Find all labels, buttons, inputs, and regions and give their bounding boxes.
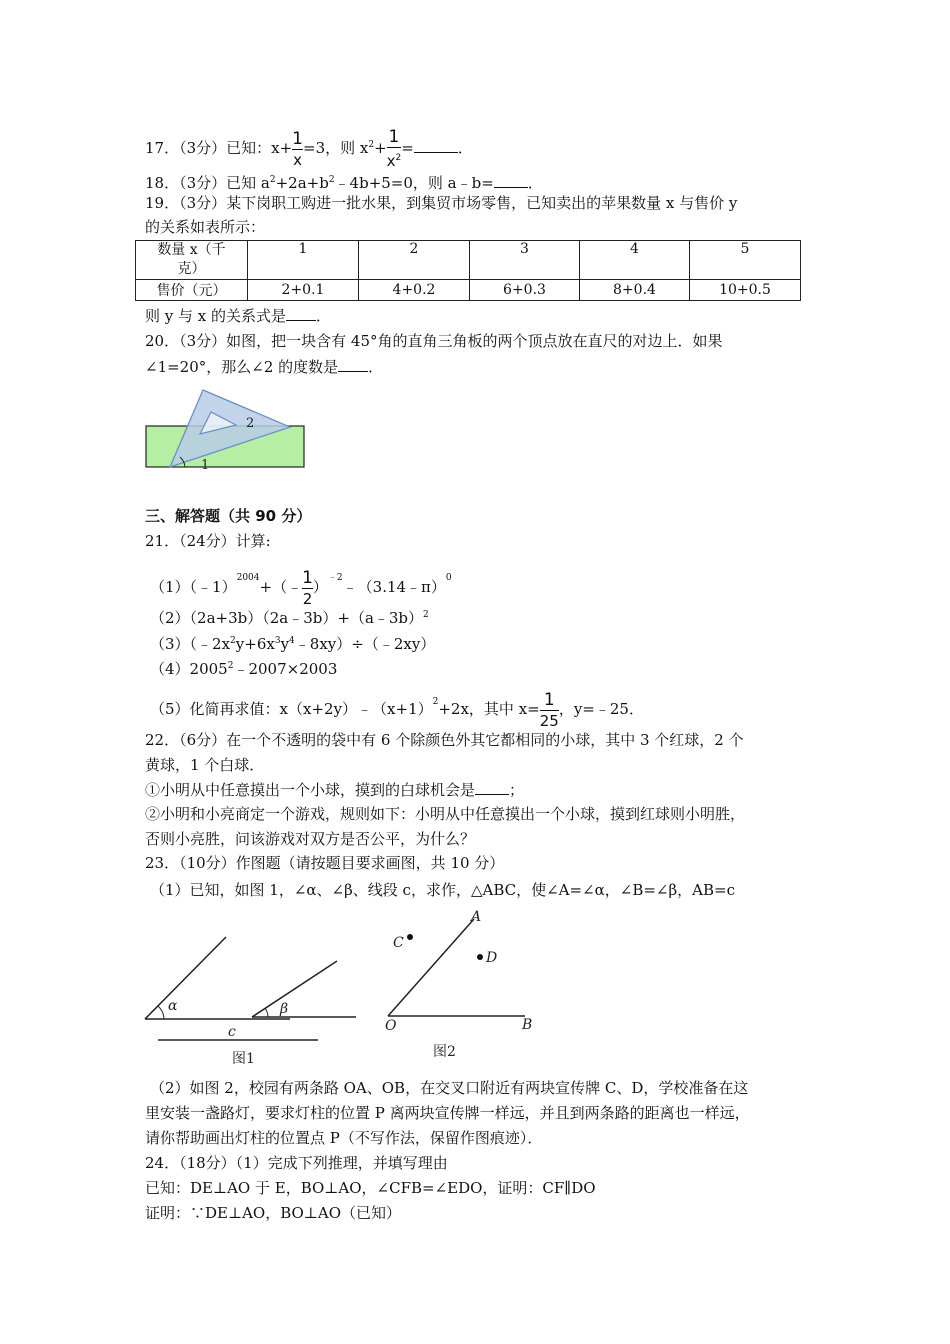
frac-num: 1	[543, 689, 555, 710]
question-22-line3	[145, 780, 524, 800]
question-23-line3: （2）如图 2，校园有两条路 OA、OB，在交叉口附近有两块宣传牌 C、D，学校准备在这	[150, 1079, 749, 1097]
q19-text: ．	[316, 307, 332, 325]
section-title: 三、解答题（共 90 分）	[145, 507, 312, 525]
ruler-triangle-figure	[140, 385, 315, 475]
q17-text: =3，则 x	[303, 139, 369, 157]
frac-num: 1	[292, 128, 303, 149]
exponent: 2	[423, 610, 429, 620]
question-23-line2: （1）已知，如图 1，∠α、∠β、线段 c，求作，△ABC，使∠A=∠α，∠B=∠β，AB=c	[150, 881, 736, 899]
point-O-label: O	[385, 1018, 397, 1034]
exponent: 4	[289, 636, 295, 646]
answer-blank[interactable]	[475, 794, 509, 795]
table-cell: 2+0.1	[248, 280, 359, 301]
q21-text: y+6x	[235, 635, 275, 653]
question-22-line2: 黄球，1 个白球．	[145, 756, 265, 774]
q21-part-2	[150, 605, 429, 628]
exponent: 2	[328, 175, 335, 185]
table-cell: 2	[359, 241, 470, 280]
q21-part-4	[150, 656, 337, 679]
q20-text: ∠1=20°，那么∠2 的度数是	[145, 358, 339, 376]
question-19-line1: 19．（3分）某下岗职工购进一批水果，到集贸市场零售，已知卖出的苹果数量 x 与售价 y	[145, 194, 738, 212]
question-23-line4: 里安装一盏路灯，要求灯柱的位置 P 离两块宣传牌一样远，并且到两条路的距离也一样远，	[145, 1104, 750, 1122]
question-17	[145, 128, 473, 170]
table-header-price: 售价（元）	[136, 280, 248, 301]
point-D-label: D	[486, 950, 498, 966]
q17-text: ．	[457, 139, 473, 157]
angle-1-label: 1	[201, 458, 210, 473]
exponent: 2	[227, 661, 234, 671]
table-cell: 4	[580, 241, 690, 280]
figure-1	[140, 930, 365, 1070]
beta-label: β	[280, 1001, 289, 1017]
q17-fraction-1	[292, 130, 303, 169]
frac-den	[387, 149, 402, 170]
q17-text: +	[374, 139, 387, 157]
question-19-line2: 的关系如表所示：	[145, 218, 266, 236]
q21-part-3	[150, 631, 435, 654]
question-24-line1: 24．（18分）（1）完成下列推理，并填写理由	[145, 1154, 448, 1172]
table-row	[136, 280, 801, 301]
q21-text: y	[280, 635, 290, 653]
q18-text: 18．（3分）已知 a	[145, 174, 270, 192]
frac-den: 2	[302, 589, 313, 608]
exponent: 2	[269, 175, 276, 185]
q21-text: +（﹣	[259, 578, 303, 596]
table-cell: 10+0.5	[690, 280, 801, 301]
q21-text: （2）（2a+3b）（2a﹣3b）+（a﹣3b）	[150, 609, 424, 627]
q17-text: 17．（3分）已知：x+	[145, 139, 293, 157]
q21-text: ﹣8xy）÷（﹣2xy）	[294, 635, 436, 653]
price-table	[135, 240, 801, 301]
question-20-line2	[145, 357, 383, 377]
q18-text: ．	[527, 174, 543, 192]
segment-c-label: c	[228, 1024, 236, 1040]
q21-text: ﹣（3.14﹣π）	[342, 578, 446, 596]
question-23-line5: 请你帮助画出灯柱的位置点 P（不写作法，保留作图痕迹）．	[145, 1129, 543, 1147]
q18-text: +2a+b	[275, 174, 329, 192]
frac-den: 25	[539, 711, 559, 730]
q17-text: =	[401, 139, 414, 157]
q21-text: （1）（﹣1）	[150, 578, 237, 596]
q18-text: ﹣4b+5=0，则 a﹣b=	[334, 174, 494, 192]
question-20-line1: 20．（3分）如图，把一块含有 45°角的直角三角板的两个顶点放在直尺的对边上．如果	[145, 332, 723, 350]
answer-blank[interactable]	[286, 320, 316, 321]
q22-text: ；	[509, 781, 525, 799]
q21-text: （5）化简再求值：x（x+2y）﹣（x+1）	[150, 700, 433, 718]
question-22-line5: 否则小亮胜，问该游戏对双方是否公平，为什么？	[145, 830, 476, 848]
figure-1-caption: 图1	[232, 1051, 255, 1067]
figure-2-caption: 图2	[433, 1044, 456, 1060]
answer-blank[interactable]	[338, 371, 368, 372]
q21-text: +2x，其中 x=	[438, 700, 540, 718]
exponent: 0	[445, 573, 452, 583]
question-19-line3	[145, 306, 331, 326]
answer-blank[interactable]	[494, 187, 528, 188]
question-24-line2: 已知：DE⊥AO 于 E，BO⊥AO，∠CFB=∠EDO，证明：CF∥DO	[145, 1179, 596, 1197]
answer-blank[interactable]	[414, 152, 458, 153]
point-A-label: A	[471, 909, 482, 925]
exponent: 3	[274, 636, 281, 646]
question-23-line1: 23．（10分）作图题（请按题目要求画图，共 10 分）	[145, 854, 505, 872]
q20-text: ．	[368, 358, 384, 376]
point-C-label: C	[393, 935, 404, 951]
exponent: 2	[368, 140, 375, 150]
q21-fraction	[302, 569, 313, 608]
exponent: ﹣2	[327, 573, 343, 583]
frac-num: 1	[302, 567, 313, 588]
question-18	[145, 170, 543, 193]
exponent: 2	[230, 636, 236, 646]
table-cell: 8+0.4	[580, 280, 690, 301]
q17-fraction-2	[387, 128, 402, 170]
question-22-line4: ②小明和小亮商定一个游戏，规则如下：小明从中任意摸出一个小球，摸到红球则小明胜，	[145, 805, 746, 823]
figure-2	[375, 905, 550, 1065]
q19-text: 则 y 与 x 的关系式是	[145, 307, 287, 325]
q21-text: （4）2005	[150, 660, 228, 678]
question-21-title: 21．（24分）计算:	[145, 532, 271, 550]
table-cell: 4+0.2	[359, 280, 470, 301]
q21-part-5	[150, 682, 644, 730]
table-header-quantity: 数量 x（千克）	[136, 241, 248, 280]
q21-fraction	[540, 691, 559, 730]
q21-text: ﹣2007×2003	[233, 660, 338, 678]
exponent: 2	[395, 153, 402, 163]
table-cell: 1	[248, 241, 359, 280]
point-B-label: B	[522, 1017, 533, 1033]
question-22-line1: 22．（6分）在一个不透明的袋中有 6 个除颜色外其它都相同的小球，其中 3 个红球，2 个	[145, 731, 744, 749]
q22-text: ①小明从中任意摸出一个小球，摸到的白球机会是	[145, 781, 476, 799]
angle-2-label: 2	[246, 416, 255, 431]
question-24-line3: 证明：∵DE⊥AO，BO⊥AO（已知）	[145, 1204, 402, 1222]
frac-den-var: x	[386, 152, 396, 170]
table-cell: 5	[690, 241, 801, 280]
q21-text: ）	[312, 578, 328, 596]
table-row	[136, 241, 801, 280]
frac-den: x	[293, 150, 303, 169]
frac-num: 1	[388, 127, 400, 147]
alpha-arc	[158, 1006, 164, 1019]
q21-part-1	[150, 559, 452, 608]
table-cell: 6+0.3	[470, 280, 580, 301]
q21-text: （3）（﹣2x	[150, 635, 231, 653]
beta-arc	[265, 1008, 268, 1017]
table-cell: 3	[470, 241, 580, 280]
point-D	[477, 954, 483, 960]
alpha-label: α	[168, 998, 178, 1014]
q21-text: ，y=﹣25．	[558, 700, 644, 718]
exponent: 2	[432, 697, 439, 707]
point-C	[407, 934, 413, 940]
exponent: 2004	[236, 573, 260, 583]
